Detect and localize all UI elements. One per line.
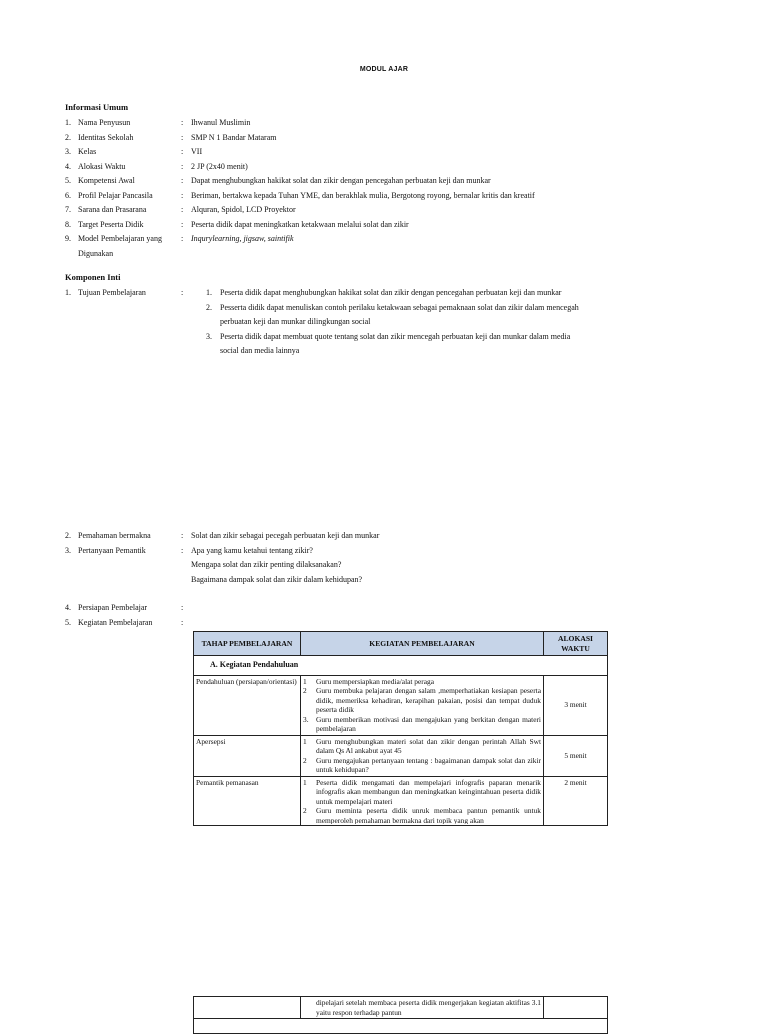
colon: : xyxy=(181,545,184,555)
empty-row xyxy=(194,1019,608,1034)
pemahaman-value: Solat dan zikir sebagai pecegah perbuatan keji dan munkar xyxy=(191,531,380,540)
colon: : xyxy=(181,288,184,297)
item-number: 2 xyxy=(303,686,307,695)
item-number: 1 xyxy=(303,676,307,686)
info-label: Sarana dan Prasarana xyxy=(78,205,147,214)
info-value: Inqurylearning, jigsaw, saintifik xyxy=(191,234,294,243)
info-label: Alokasi Waktu xyxy=(78,161,126,171)
info-number: 6. xyxy=(65,190,71,200)
cell-tahap: Pemantik pemanasan xyxy=(194,776,301,825)
table-row xyxy=(194,997,608,1019)
pertanyaan-value: Apa yang kamu ketahui tentang zikir? xyxy=(191,545,313,555)
cell-waktu xyxy=(544,997,608,1019)
kegiatan-item xyxy=(303,778,541,807)
info-label: Profil Pelajar Pancasila xyxy=(78,190,153,200)
info-label: Model Pembelajaran yang xyxy=(78,234,162,243)
cell-kegiatan xyxy=(301,776,544,825)
table-section-row xyxy=(194,656,608,676)
item-text: Guru mengajukan pertanyaan tentang : bagaimanan dampak solat dan zikir untuk kehidupan? xyxy=(316,755,541,774)
persiapan-row xyxy=(0,601,768,616)
info-number: 4. xyxy=(65,161,71,171)
section-heading-informasi-umum: Informasi Umum xyxy=(65,102,129,112)
header-kegiatan: KEGIATAN PEMBELAJARAN xyxy=(301,632,544,656)
info-label: Target Peserta Didik xyxy=(78,219,144,229)
persiapan-label: Persiapan Pembelajar xyxy=(78,603,148,612)
info-row xyxy=(0,218,768,233)
tujuan-item-text: Peserta didik dapat menghubungkan hakikat solat dan zikir dengan pencegahan perbuatan keji dan munkar xyxy=(220,288,562,297)
colon: : xyxy=(181,603,184,612)
info-value: Alquran, Spidol, LCD Proyektor xyxy=(191,205,296,214)
colon: : xyxy=(181,531,184,540)
item-text: Peserta didik mengamati dan mempelajari infografis paparan menarik infografis akan membangun dan meningkatkan keingintahuan peserta didik untuk mempelajari materi xyxy=(316,777,541,806)
pertanyaan-value: Bagaimana dampak solat dan zikir dalam kehidupan? xyxy=(191,574,363,584)
kegiatan-item xyxy=(303,677,541,687)
info-value: VII xyxy=(191,147,203,156)
item-text: Guru memberikan motivasi dan mengajukan yang berkitan dengan materi pembelajaran xyxy=(316,714,541,733)
cell-tahap: Apersepsi xyxy=(194,735,301,776)
cell-tahap: Pendahuluan (persiapan/orientasi) xyxy=(194,675,301,735)
document-title: MODUL AJAR xyxy=(359,66,409,73)
info-value: Dapat menghubungkan hakikat solat dan zikir dengan pencegahan perbuatan keji dan munkar xyxy=(191,176,491,185)
info-row xyxy=(0,131,768,146)
item-number: 3. xyxy=(303,714,309,724)
colon: : xyxy=(181,205,184,214)
pemahaman-label: Pemahaman bermakna xyxy=(78,531,151,540)
cell-tahap xyxy=(194,997,301,1019)
kegiatan-number: 5. xyxy=(65,617,71,627)
section-heading-komponen-inti: Komponen Inti xyxy=(65,272,121,282)
kegiatan-item xyxy=(303,737,541,756)
tujuan-item-text: social dan media lainnya xyxy=(220,346,300,355)
item-number: 2 xyxy=(303,806,307,815)
table-header-row xyxy=(194,632,608,656)
colon: : xyxy=(181,132,184,142)
info-value: 2 JP (2x40 menit) xyxy=(191,161,248,171)
kegiatan-item xyxy=(303,756,541,775)
item-text: Guru membuka pelajaran dengan salam ,memperhatiakan kesiapan peserta didik, memeriksa kehadiran, kerapihan pakaian, posisi dan tempat duduk peserta didik xyxy=(316,686,541,714)
info-row xyxy=(0,160,768,175)
cell-kegiatan xyxy=(301,735,544,776)
info-number: 3. xyxy=(65,147,71,156)
colon: : xyxy=(181,161,184,171)
info-number: 9. xyxy=(65,234,71,243)
item-text: Guru meminta peserta didik unruk membaca pantun pemantik untuk memperoleh pemahaman bermakna dari topik yang akan xyxy=(316,806,541,824)
info-row xyxy=(0,174,768,189)
info-number: 8. xyxy=(65,219,71,229)
table-row xyxy=(194,735,608,776)
info-number: 1. xyxy=(65,118,71,127)
kegiatan-pembelajaran-table xyxy=(193,631,608,826)
pertanyaan-number: 3. xyxy=(65,545,71,555)
cell-waktu: 2 menit xyxy=(544,776,608,825)
header-tahap: TAHAP PEMBELAJARAN xyxy=(194,632,301,656)
pertanyaan-value: Mengapa solat dan zikir penting dilaksanakan? xyxy=(191,560,342,569)
kegiatan-row xyxy=(0,616,768,631)
item-text: Guru menghubungkan materi solat dan zikir dengan perintah Allah Swt dalam Qs Al ankabut ayat 45 xyxy=(316,736,541,755)
item-number: 2 xyxy=(303,755,307,765)
info-value: Ihwanul Muslimin xyxy=(191,118,251,127)
persiapan-number: 4. xyxy=(65,603,71,612)
section-kegiatan-pendahuluan: A. Kegiatan Pendahuluan xyxy=(194,656,608,676)
info-row xyxy=(0,203,768,218)
kegiatan-item xyxy=(303,686,541,715)
colon: : xyxy=(181,118,184,127)
tujuan-item-number: 2. xyxy=(206,302,212,312)
item-number xyxy=(303,998,316,1017)
info-label: Kelas xyxy=(78,147,97,156)
info-value: SMP N 1 Bandar Mataram xyxy=(191,132,277,142)
cell-waktu: 3 menit xyxy=(544,675,608,735)
item-number: 1 xyxy=(303,736,307,746)
info-label: Identitas Sekolah xyxy=(78,132,134,142)
table-row xyxy=(194,675,608,735)
info-label: Kompetensi Awal xyxy=(78,176,135,185)
info-label: Nama Penyusun xyxy=(78,118,131,127)
info-number: 2. xyxy=(65,132,71,142)
kegiatan-item xyxy=(303,806,541,824)
info-number: 5. xyxy=(65,176,71,185)
colon: : xyxy=(181,234,184,243)
kegiatan-label: Kegiatan Pembelajaran xyxy=(78,617,153,627)
tujuan-label: Tujuan Pembelajaran xyxy=(78,288,146,297)
colon: : xyxy=(181,617,184,627)
tujuan-number: 1. xyxy=(65,288,71,297)
info-row xyxy=(0,189,768,204)
colon: : xyxy=(181,190,184,200)
pertanyaan-row xyxy=(0,544,768,589)
tujuan-item-number: 3. xyxy=(206,331,212,341)
info-row xyxy=(0,232,768,262)
item-number: 1 xyxy=(303,777,307,787)
tujuan-item-text: perbuatan keji dan munkar dilingkungan social xyxy=(220,317,371,326)
pemahaman-row xyxy=(0,529,768,544)
info-value: Peserta didik dapat meningkatkan ketakwaan melalui solat dan zikir xyxy=(191,219,409,229)
info-label-continued: Digunakan xyxy=(78,248,114,258)
colon: : xyxy=(181,219,184,229)
table-row xyxy=(194,776,608,825)
info-number: 7. xyxy=(65,205,71,214)
kegiatan-item xyxy=(303,715,541,734)
info-value: Beriman, bertakwa kepada Tuhan YME, dan berakhlak mulia, Bergotong royong, bernalar kritis dan kreatif xyxy=(191,190,535,200)
info-row xyxy=(0,116,768,131)
tujuan-item-text: Pesserta didik dapat menuliskan contoh perilaku ketakwaan sebagai pemaknaan solat dan zikir dalam mencegah xyxy=(220,302,579,312)
table-row xyxy=(194,1019,608,1034)
colon: : xyxy=(181,176,184,185)
cell-kegiatan xyxy=(301,675,544,735)
item-text: Guru mempersiapkan media/alat peraga xyxy=(316,676,434,686)
info-row xyxy=(0,145,768,160)
tujuan-item-text: Peserta didik dapat membuat quote tentang solat dan zikir mencegah perbuatan keji dan munkar dalam media xyxy=(220,331,571,341)
kegiatan-item-continued xyxy=(303,998,541,1017)
pertanyaan-label: Pertanyaan Pemantik xyxy=(78,545,146,555)
item-text: dipelajari setelah membaca peserta didik mengerjakan kegiatan aktifitas 3.1 yaitu respon terhadap pantun xyxy=(316,998,541,1017)
header-alokasi: ALOKASI WAKTU xyxy=(544,632,608,656)
tujuan-item-number: 1. xyxy=(206,288,212,297)
cell-clip xyxy=(303,778,541,824)
kegiatan-table-continuation xyxy=(193,996,608,1034)
cell-waktu: 5 menit xyxy=(544,735,608,776)
cell-kegiatan xyxy=(301,997,544,1019)
colon: : xyxy=(181,147,184,156)
pemahaman-number: 2. xyxy=(65,531,71,540)
